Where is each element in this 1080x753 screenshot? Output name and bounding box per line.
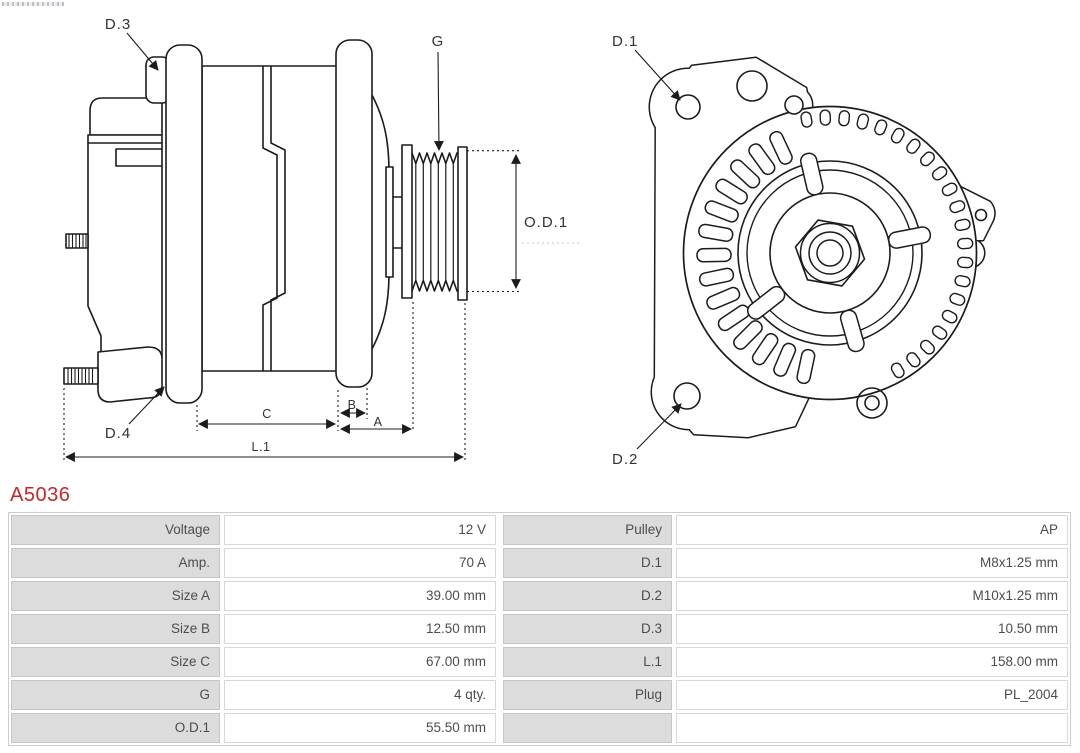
label-d3: D.3 xyxy=(104,16,132,33)
hole-d2 xyxy=(674,383,700,409)
spec-label-g: G xyxy=(11,680,220,710)
spec-label-d3: D.3 xyxy=(503,614,672,644)
spec-value-g: 4 qty. xyxy=(224,680,496,710)
spec-label-amp: Amp. xyxy=(11,548,220,578)
spec-value-voltage: 12 V xyxy=(224,515,496,545)
spec-value-size-b: 12.50 mm xyxy=(224,614,496,644)
hole-d1 xyxy=(676,95,700,119)
label-g: G xyxy=(431,33,445,50)
pulley-right-flange xyxy=(458,147,467,300)
spec-value-d3: 10.50 mm xyxy=(676,614,1068,644)
spec-label-size-b: Size B xyxy=(11,614,220,644)
stator-body xyxy=(202,66,338,371)
spec-label-empty xyxy=(503,713,672,743)
spec-label-size-a: Size A xyxy=(11,581,220,611)
part-number: A5036 xyxy=(10,484,71,506)
rear-housing-body xyxy=(88,135,162,358)
spec-value-od1: 55.50 mm xyxy=(224,713,496,743)
spec-label-d1: D.1 xyxy=(503,548,672,578)
spec-label-l1: L.1 xyxy=(503,647,672,677)
spec-label-pulley: Pulley xyxy=(503,515,672,545)
pulley-left-flange xyxy=(402,145,412,298)
label-c: C xyxy=(262,407,272,421)
spec-table xyxy=(8,512,1071,746)
pulley-groove-walls xyxy=(416,164,454,281)
spec-label-d2: D.2 xyxy=(503,581,672,611)
spec-label-od1: O.D.1 xyxy=(11,713,220,743)
spec-value-plug: PL_2004 xyxy=(676,680,1068,710)
spec-value-l1: 158.00 mm xyxy=(676,647,1068,677)
spec-label-voltage: Voltage xyxy=(11,515,220,545)
side-view-drawing xyxy=(64,40,467,403)
label-d4: D.4 xyxy=(104,425,132,442)
rear-flange xyxy=(336,40,372,387)
rear-housing-hump xyxy=(90,98,162,135)
spec-value-amp: 70 A xyxy=(224,548,496,578)
spec-label-size-c: Size C xyxy=(11,647,220,677)
label-d2: D.2 xyxy=(612,451,639,468)
pulley-bottom-grooves xyxy=(412,281,457,292)
front-view-drawing xyxy=(612,33,994,468)
label-od1: O.D.1 xyxy=(524,214,569,231)
spec-value-empty xyxy=(676,713,1068,743)
spec-value-d1: M8x1.25 mm xyxy=(676,548,1068,578)
spec-label-plug: Plug xyxy=(503,680,672,710)
pulley-top-grooves xyxy=(412,153,457,164)
label-b: B xyxy=(347,398,357,412)
label-d1: D.1 xyxy=(612,33,639,50)
spec-value-size-a: 39.00 mm xyxy=(224,581,496,611)
spec-value-size-c: 67.00 mm xyxy=(224,647,496,677)
spec-value-d2: M10x1.25 mm xyxy=(676,581,1068,611)
shaft-plate xyxy=(386,167,393,277)
shaft-lines xyxy=(393,197,402,248)
spec-value-pulley: AP xyxy=(676,515,1068,545)
label-a: A xyxy=(373,415,383,429)
front-flange xyxy=(166,45,202,403)
label-l1: L.1 xyxy=(251,440,271,454)
terminal-boot xyxy=(98,347,162,402)
